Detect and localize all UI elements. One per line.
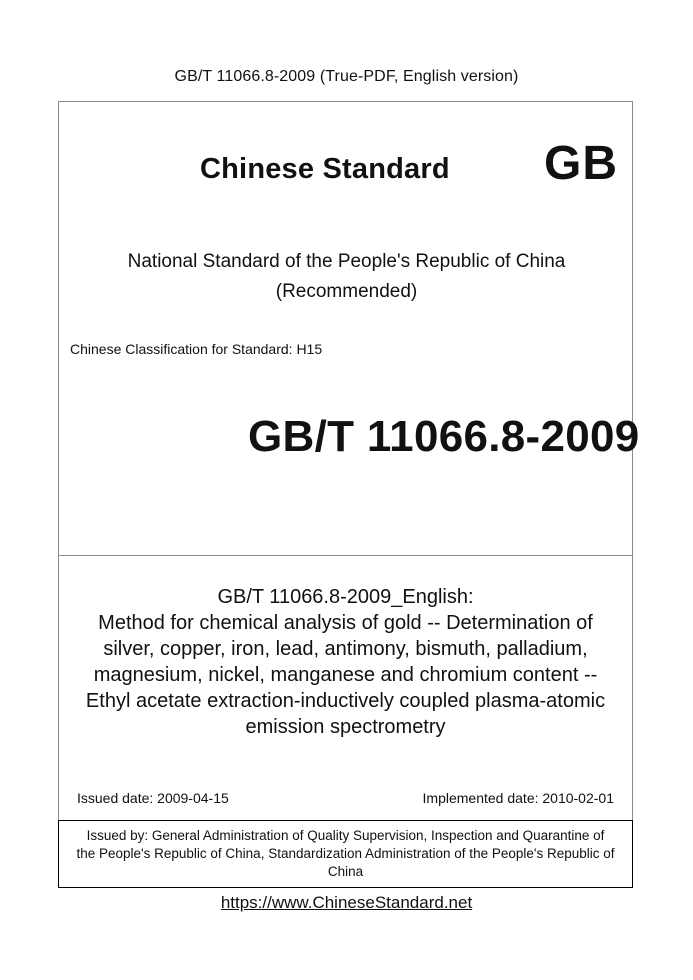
issuer-line: Issued by: General Administration of Quality Supervision, Inspection and Quarantine of bbox=[86, 828, 605, 843]
implemented-date: Implemented date: 2010-02-01 bbox=[422, 790, 614, 806]
standard-code-mark: GB bbox=[544, 137, 618, 190]
brand-title: Chinese Standard bbox=[200, 153, 450, 185]
issued-date: Issued date: 2009-04-15 bbox=[77, 790, 229, 806]
national-standard-line: National Standard of the People's Republic of China bbox=[127, 251, 566, 272]
english-title-line: emission spectrometry bbox=[245, 716, 446, 738]
english-title-line: magnesium, nickel, manganese and chromium content -- bbox=[93, 664, 598, 686]
document-header: GB/T 11066.8-2009 (True-PDF, English version) bbox=[174, 68, 519, 85]
issuer-text bbox=[58, 827, 633, 881]
website-link[interactable]: https://www.ChineseStandard.net bbox=[220, 893, 473, 912]
english-title-block bbox=[58, 584, 633, 740]
english-title-line: Ethyl acetate extraction-inductively coupled plasma-atomic bbox=[85, 690, 606, 712]
english-title-line: silver, copper, iron, lead, antimony, bismuth, palladium, bbox=[103, 638, 588, 660]
standard-number: GB/T 11066.8-2009 bbox=[248, 412, 640, 461]
classification-line: Chinese Classification for Standard: H15 bbox=[70, 341, 323, 357]
issuer-line: China bbox=[327, 864, 364, 879]
issuer-line: the People's Republic of China, Standardization Administration of the People's Republic of bbox=[76, 846, 615, 861]
english-title-line: Method for chemical analysis of gold -- Determination of bbox=[98, 612, 593, 634]
english-title-line: GB/T 11066.8-2009_English: bbox=[217, 586, 474, 608]
recommended-line: (Recommended) bbox=[275, 281, 418, 302]
